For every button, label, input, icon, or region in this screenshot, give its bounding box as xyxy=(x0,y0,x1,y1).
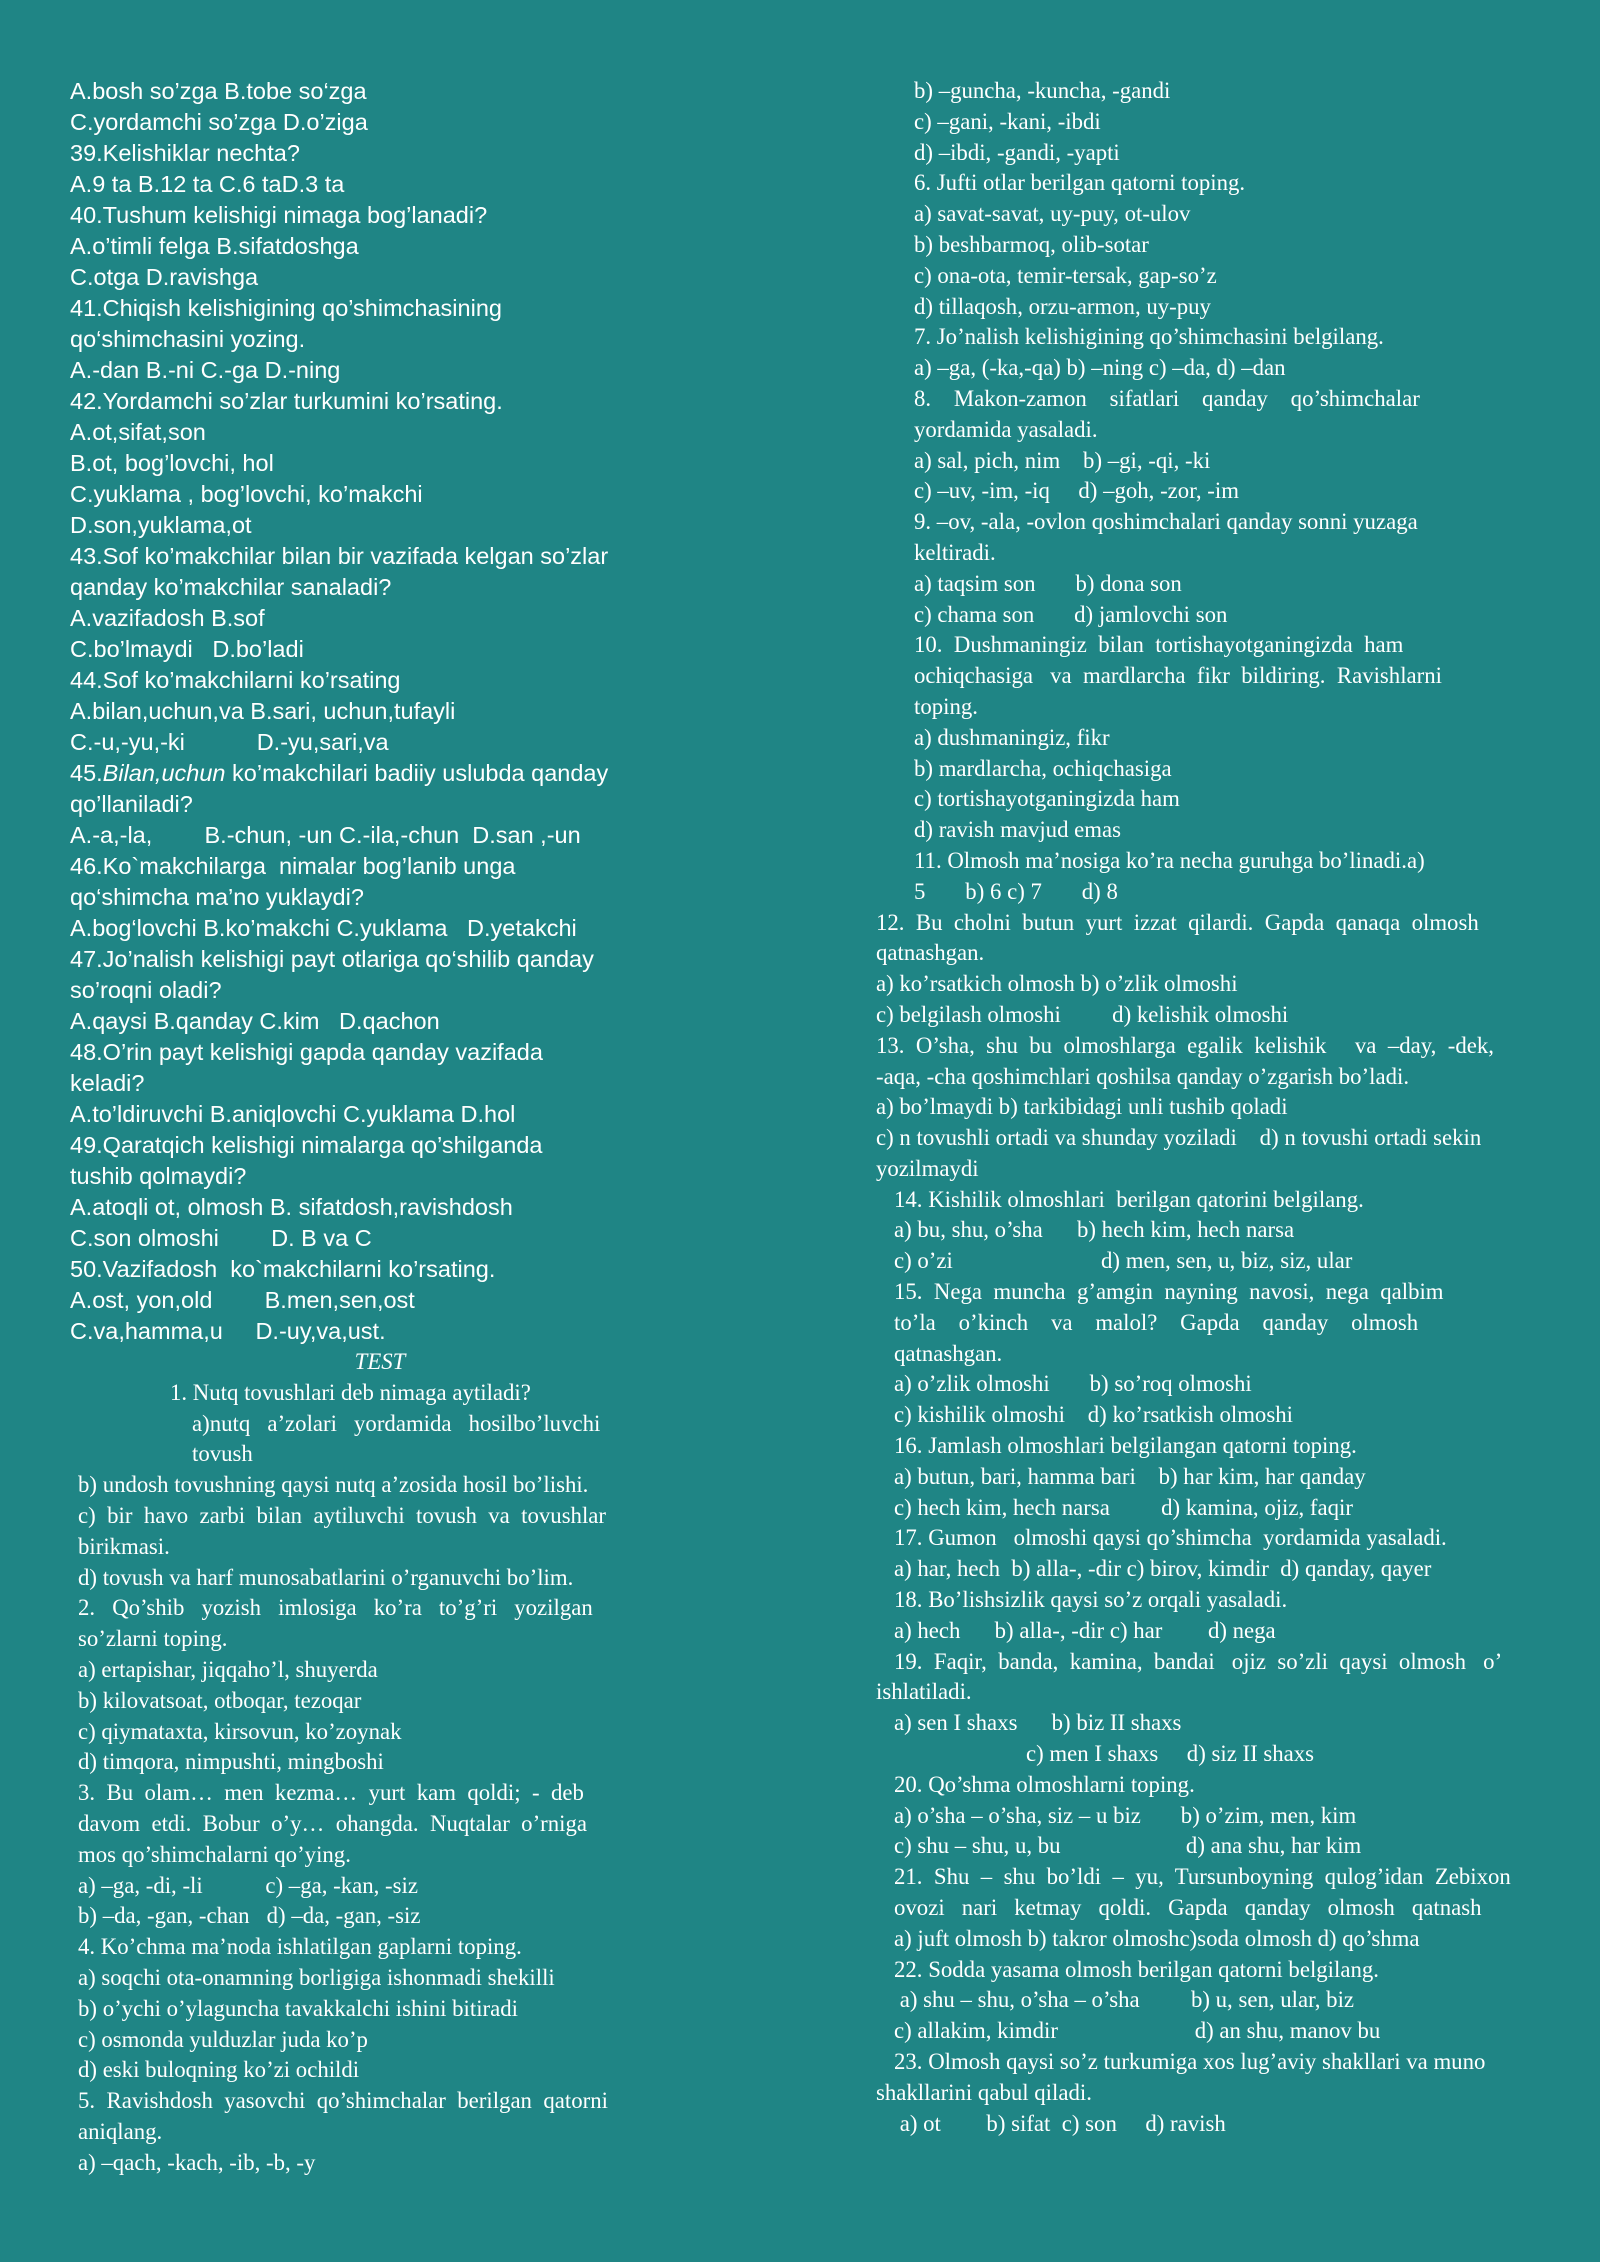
left-text-line: so’zlarni toping. xyxy=(78,1626,228,1652)
right-text-line: to’la o’kinch va malol? Gapda qanday olmosh xyxy=(894,1309,1419,1335)
right-text-line: 19. Faqir, banda, kamina, bandai ojiz so’zli qaysi olmosh o’ xyxy=(894,1648,1503,1674)
left-text-line: A.atoqli ot, olmosh B. sifatdosh,ravishdosh xyxy=(70,1194,513,1220)
right-text-line: 6. Jufti otlar berilgan qatorni toping. xyxy=(914,170,1246,196)
right-text-line: ovozi nari ketmay qoldi. Gapda qanday olmosh qatnash xyxy=(894,1895,1482,1921)
right-text-line: c) n tovushli ortadi va shunday yoziladi d) n tovushi ortadi sekin xyxy=(876,1125,1482,1151)
right-text-line: yordamida yasaladi. xyxy=(914,416,1098,442)
right-text-line: toping. xyxy=(914,693,978,719)
left-text-line: 5. Ravishdosh yasovchi qo’shimchalar berilgan qatorni xyxy=(78,2088,608,2114)
left-text-line: C.yordamchi so’zga D.o’ziga xyxy=(70,109,368,135)
right-text-line: 7. Jo’nalish kelishigining qo’shimchasini belgilang. xyxy=(914,324,1384,350)
right-text-line: 18. Bo’lishsizlik qaysi so’z orqali yasaladi. xyxy=(894,1587,1288,1613)
right-text-line: c) hech kim, hech narsa d) kamina, ojiz, faqir xyxy=(894,1494,1353,1520)
right-text-line: b) beshbarmoq, olib-sotar xyxy=(914,231,1149,257)
right-text-line: c) ona-ota, temir-tersak, gap-so’z xyxy=(914,262,1217,288)
right-text-line: 20. Qo’shma olmoshlarni toping. xyxy=(894,1771,1195,1797)
left-text-line: d) eski buloqning ko’zi ochildi xyxy=(78,2057,360,2083)
left-text-line: A.o’timli felga B.sifatdoshga xyxy=(70,233,359,259)
left-text-line: A.ost, yon,old B.men,sen,ost xyxy=(70,1287,415,1313)
text-span: ko’makchilari badiiy uslubda qanday xyxy=(225,760,609,786)
left-text-line: c) qiymataxta, kirsovun, ko’zoynak xyxy=(78,1718,402,1744)
left-text-line: 43.Sof ko’makchilar bilan bir vazifada kelgan so’zlar xyxy=(70,543,609,569)
left-text-line: A.to’ldiruvchi B.aniqlovchi C.yuklama D.hol xyxy=(70,1101,516,1127)
left-text-line: qanday ko’makchilar sanaladi? xyxy=(70,574,392,600)
left-text-line: mos qo’shimchalarni qo’ying. xyxy=(78,1841,351,1867)
right-text-line: c) allakim, kimdir d) an shu, manov bu xyxy=(894,2018,1381,2044)
left-text-line: B.ot, bog’lovchi, hol xyxy=(70,450,274,476)
left-text-line: 41.Chiqish kelishigining qo’shimchasining xyxy=(70,295,502,321)
left-text-line: d) timqora, nimpushti, mingboshi xyxy=(78,1749,384,1775)
left-text-line: A.bilan,uchun,va B.sari, uchun,tufayli xyxy=(70,698,456,724)
left-text-line: a) ertapishar, jiqqaho’l, shuyerda xyxy=(78,1656,378,1682)
left-text-line: C.otga D.ravishga xyxy=(70,264,259,290)
right-text-line: a) o’zlik olmoshi b) so’roq olmoshi xyxy=(894,1371,1252,1397)
right-text-line: c) –uv, -im, -iq d) –goh, -zor, -im xyxy=(914,478,1239,504)
left-text-line: tovush xyxy=(192,1441,253,1467)
left-text-line: d) tovush va harf munosabatlarini o’rganuvchi bo’lim. xyxy=(78,1564,574,1590)
left-text-line: a) soqchi ota-onamning borligiga ishonmadi shekilli xyxy=(78,1964,555,1990)
left-text-line: 49.Qaratqich kelishigi nimalarga qo’shilganda xyxy=(70,1132,543,1158)
left-text-line: A.bosh so’zga B.tobe so‘zga xyxy=(70,78,367,104)
right-text-line: a) savat-savat, uy-puy, ot-ulov xyxy=(914,201,1191,227)
right-text-line: a) ko’rsatkich olmosh b) o’zlik olmoshi xyxy=(876,971,1238,997)
left-text-line: 3. Bu olam… men kezma… yurt kam qoldi; - deb xyxy=(78,1780,584,1806)
right-text-line: ochiqchasiga va mardlarcha fikr bildiring. Ravishlarni xyxy=(914,663,1442,689)
right-text-line: a) sen I shaxs b) biz II shaxs xyxy=(894,1710,1182,1736)
right-text-line: 5 b) 6 c) 7 d) 8 xyxy=(914,878,1118,904)
left-text-line: A.ot,sifat,son xyxy=(70,419,206,445)
right-text-line: a) taqsim son b) dona son xyxy=(914,570,1182,596)
left-text-line xyxy=(70,758,690,789)
left-text-line: b) –da, -gan, -chan d) –da, -gan, -siz xyxy=(78,1903,421,1929)
right-text-line: qatnashgan. xyxy=(876,940,985,966)
right-text-line: c) tortishayotganingizda ham xyxy=(914,786,1180,812)
right-text-line: 8. Makon-zamon sifatlari qanday qo’shimchalar xyxy=(914,385,1420,411)
left-text-line: C.va,hamma,u D.-uy,va,ust. xyxy=(70,1318,386,1344)
right-text-line: b) mardlarcha, ochiqchasiga xyxy=(914,755,1172,781)
right-text-line: b) –guncha, -kuncha, -gandi xyxy=(914,78,1171,103)
right-text-line: 13. O’sha, shu bu olmoshlarga egalik kelishik va –day, -dek, xyxy=(876,1032,1494,1058)
left-text-line: A.-dan B.-ni C.-ga D.-ning xyxy=(70,357,341,383)
right-text-line: a) bu, shu, o’sha b) hech kim, hech narsa xyxy=(894,1217,1295,1243)
left-text-line: 1. Nutq tovushlari deb nimaga aytiladi? xyxy=(170,1379,531,1405)
left-text-line: 46.Ko`makchilarga nimalar bog’lanib unga xyxy=(70,853,516,879)
left-text-line: D.son,yuklama,ot xyxy=(70,512,252,538)
right-text-line: c) chama son d) jamlovchi son xyxy=(914,601,1228,627)
left-column xyxy=(70,76,690,2179)
left-text-line: 4. Ko’chma ma’noda ishlatilgan gaplarni toping. xyxy=(78,1934,522,1960)
left-text-line: C.-u,-yu,-ki D.-yu,sari,va xyxy=(70,729,389,755)
text-span: 45. xyxy=(70,760,103,786)
right-text-line: a) hech b) alla-, -dir c) har d) nega xyxy=(894,1617,1276,1643)
right-text-line: a) butun, bari, hamma bari b) har kim, har qanday xyxy=(894,1463,1366,1489)
right-text-line: 22. Sodda yasama olmosh berilgan qatorni belgilang. xyxy=(894,1956,1379,1982)
left-text-line: a)nutq a’zolari yordamida hosilbo’luvchi xyxy=(192,1410,601,1436)
right-text-line: ishlatiladi. xyxy=(876,1679,972,1705)
left-text-line: a) –ga, -di, -li c) –ga, -kan, -siz xyxy=(78,1872,418,1898)
left-text-line: b) kilovatsoat, otboqar, tezoqar xyxy=(78,1687,362,1713)
right-text-line: yozilmaydi xyxy=(876,1155,979,1181)
right-text-line: keltiradi. xyxy=(914,539,996,565)
right-text-line: c) belgilash olmoshi d) kelishik olmoshi xyxy=(876,1001,1289,1027)
right-text-line: c) kishilik olmoshi d) ko’rsatkish olmoshi xyxy=(894,1402,1293,1428)
left-text-line: keladi? xyxy=(70,1070,145,1096)
left-text-line: davom etdi. Bobur o’y… ohangda. Nuqtalar o’rniga xyxy=(78,1810,588,1836)
right-text-line: shakllarini qabul qiladi. xyxy=(876,2079,1092,2105)
right-text-line: c) o’zi d) men, sen, u, biz, siz, ular xyxy=(894,1248,1353,1274)
left-text-line: birikmasi. xyxy=(78,1533,170,1559)
right-text-line: d) tillaqosh, orzu-armon, uy-puy xyxy=(914,293,1211,319)
left-text-line: qo‘shimcha ma’no yuklaydi? xyxy=(70,884,364,910)
left-text-line: 42.Yordamchi so’zlar turkumini ko’rsating. xyxy=(70,388,503,414)
right-text-line: 23. Olmosh qaysi so’z turkumiga xos lug’aviy shakllari va muno xyxy=(894,2049,1486,2074)
left-text-line: C.yuklama , bog’lovchi, ko’makchi xyxy=(70,481,423,507)
right-text-line: c) shu – shu, u, bu d) ana shu, har kim xyxy=(894,1833,1362,1859)
right-text-line: 16. Jamlash olmoshlari belgilangan qatorni toping. xyxy=(894,1433,1357,1459)
right-text-line: 11. Olmosh ma’nosiga ko’ra necha guruhga bo’linadi.a) xyxy=(914,847,1425,873)
left-text-line: 48.O’rin payt kelishigi gapda qanday vazifada xyxy=(70,1039,543,1065)
right-text-line: 21. Shu – shu bo’ldi – yu, Tursunboyning qulog’idan Zebixon xyxy=(894,1864,1511,1890)
left-text-line: c) bir havo zarbi bilan aytiluvchi tovush va tovushlar xyxy=(78,1502,607,1528)
right-text-line: qatnashgan. xyxy=(894,1340,1003,1366)
left-text-line: A.vazifadosh B.sof xyxy=(70,605,265,631)
left-text-line: qo‘shimchasini yozing. xyxy=(70,326,306,352)
right-text-line: a) dushmaningiz, fikr xyxy=(914,724,1110,750)
right-text-line: a) o’sha – o’sha, siz – u biz b) o’zim, men, kim xyxy=(894,1802,1357,1828)
right-text-line: 15. Nega muncha g’amgin nayning navosi, nega qalbim xyxy=(894,1279,1444,1305)
right-text-line: a) sal, pich, nim b) –gi, -qi, -ki xyxy=(914,447,1211,473)
right-text-line: a) juft olmosh b) takror olmoshc)soda olmosh d) qo’shma xyxy=(894,1925,1420,1951)
left-text-line: TEST xyxy=(354,1349,406,1374)
left-text-line: C.bo’lmaydi D.bo’ladi xyxy=(70,636,304,662)
right-text-line: a) bo’lmaydi b) tarkibidagi unli tushib qoladi xyxy=(876,1094,1288,1120)
left-text-line: b) undosh tovushning qaysi nutq a’zosida hosil bo’lishi. xyxy=(78,1472,589,1498)
right-text-line: c) –gani, -kani, -ibdi xyxy=(914,108,1101,134)
right-text-line: 9. –ov, -ala, -ovlon qoshimchalari qanday sonni yuzaga xyxy=(914,509,1418,535)
right-text-line: a) ot b) sifat c) son d) ravish xyxy=(894,2110,1226,2136)
right-text-line: a) shu – shu, o’sha – o’sha b) u, sen, ular, biz xyxy=(894,1987,1355,2013)
left-text-line: aniqlang. xyxy=(78,2118,163,2144)
left-text-line: qo’llaniladi? xyxy=(70,791,193,817)
left-text-line: 40.Tushum kelishigi nimaga bog’lanadi? xyxy=(70,202,488,228)
left-text-line: 39.Kelishiklar nechta? xyxy=(70,140,300,166)
left-text-line: tushib qolmaydi? xyxy=(70,1163,247,1189)
right-text-line: d) ravish mavjud emas xyxy=(914,817,1122,843)
right-text-line: 14. Kishilik olmoshlari berilgan qatorini belgilang. xyxy=(894,1186,1364,1212)
left-text-line: A.9 ta B.12 ta C.6 taD.3 ta xyxy=(70,171,345,197)
left-text-line: 44.Sof ko’makchilarni ko’rsating xyxy=(70,667,401,693)
right-text-line: d) –ibdi, -gandi, -yapti xyxy=(914,139,1120,165)
left-text-line: A.-a,-la, B.-chun, -un C.-ila,-chun D.san ,-un xyxy=(70,822,581,848)
left-text-line: b) o’ychi o’ylaguncha tavakkalchi ishini bitiradi xyxy=(78,1995,518,2021)
left-text-line: 50.Vazifadosh ko`makchilarni ko’rsating. xyxy=(70,1256,496,1282)
right-text-line: a) –ga, (-ka,-qa) b) –ning c) –da, d) –dan xyxy=(914,355,1286,381)
left-text-line: A.bog‘lovchi B.ko’makchi C.yuklama D.yetakchi xyxy=(70,915,577,941)
left-text-line: so’roqni oladi? xyxy=(70,977,222,1003)
right-text-line: 17. Gumon olmoshi qaysi qo’shimcha yordamida yasaladi. xyxy=(894,1525,1447,1551)
right-text-line: 10. Dushmaningiz bilan tortishayotganingizda ham xyxy=(914,632,1404,658)
left-text-line: a) –qach, -kach, -ib, -b, -y xyxy=(78,2149,316,2175)
left-text-line: c) osmonda yulduzlar juda ko’p xyxy=(78,2026,368,2052)
right-text-line: c) men I shaxs d) siz II shaxs xyxy=(1026,1741,1315,1767)
italic-text-span: Bilan,uchun xyxy=(102,760,226,786)
left-text-line: 2. Qo’shib yozish imlosiga ko’ra to’g’ri yozilgan xyxy=(78,1595,593,1621)
right-text-line: a) har, hech b) alla-, -dir c) birov, kimdir d) qanday, qayer xyxy=(894,1556,1432,1582)
right-column xyxy=(876,76,1600,2139)
right-text-line: -aqa, -cha qoshimchlari qoshilsa qanday o’zgarish bo’ladi. xyxy=(876,1063,1410,1089)
right-text-line: 12. Bu cholni butun yurt izzat qilardi. Gapda qanaqa olmosh xyxy=(876,909,1479,935)
left-text-line: A.qaysi B.qanday C.kim D.qachon xyxy=(70,1008,440,1034)
left-text-line: 47.Jo’nalish kelishigi payt otlariga qo‘shilib qanday xyxy=(70,946,594,972)
left-text-line: C.son olmoshi D. B va C xyxy=(70,1225,372,1251)
